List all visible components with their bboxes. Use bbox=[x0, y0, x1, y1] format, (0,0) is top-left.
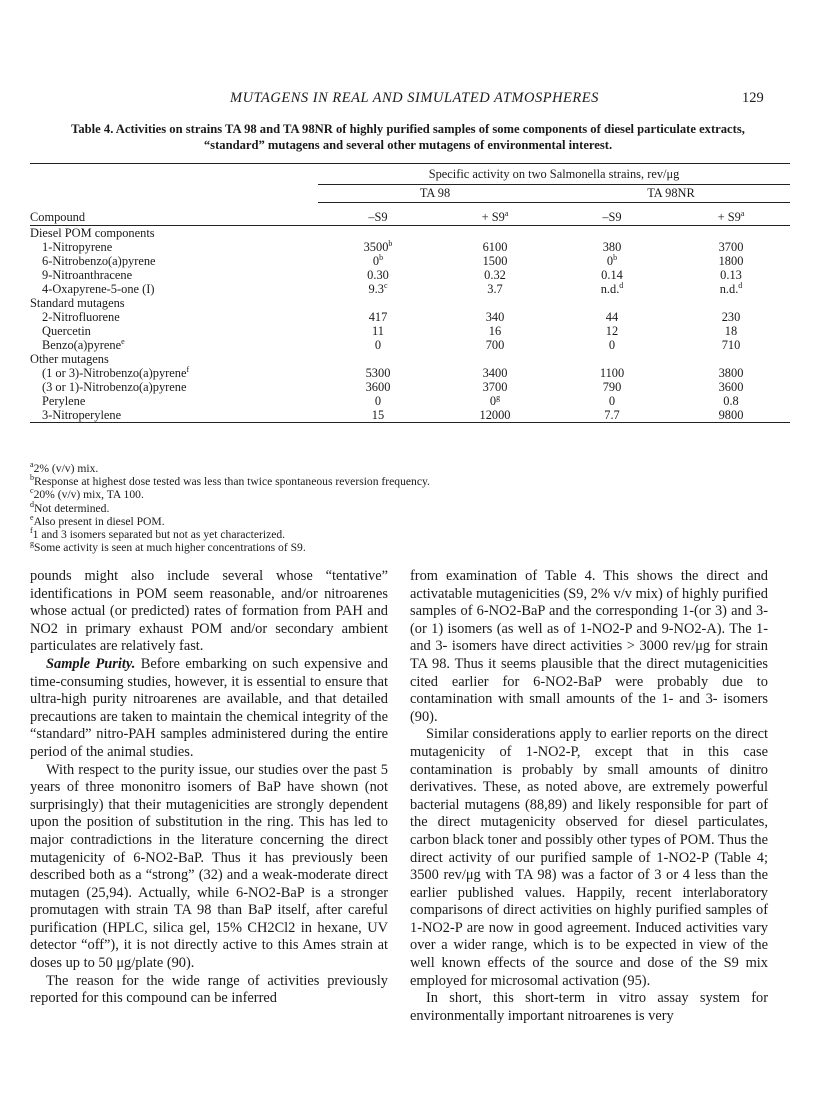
paragraph: With respect to the purity issue, our studies over the past 5 years of three mononitro isomers of BaP have shown (not surprisingly) that their mutagenicities are strongly dependent upon the position of substitution in the ring. This has led to major contradictions in the literature concerning the direct mutagenicity of 6-NO2-BaP. Thus it has previously been described both as a “strong” (32) and a weak-moderate direct mutagen (25,94). Actually, while 6-NO2-BaP is a stronger promutagen with strain TA 98 than BaP itself, after careful purification (HPLC, silica gel, 15% CH2Cl2 in hexane, UV detector “off”), it is not directly active to this Ames strain at doses up to 50 μg/plate (90). bbox=[30, 761, 388, 972]
value-cell: 3400 bbox=[482, 366, 508, 380]
value-cell: 18 bbox=[724, 324, 738, 338]
value-cell: 3500$^b$ bbox=[363, 238, 393, 254]
col-plus-s9: + $S9^a$ bbox=[717, 208, 745, 224]
value-cell: 0$^g$ bbox=[489, 392, 501, 408]
value-cell: 1800 bbox=[718, 254, 744, 268]
compound-name: 9-Nitroanthracene bbox=[42, 268, 133, 282]
value-cell: n.d.$^d$ bbox=[719, 280, 743, 296]
value-cell: 12000 bbox=[479, 408, 511, 422]
table-row bbox=[30, 268, 790, 282]
table-group-row bbox=[30, 226, 790, 241]
paragraph: from examination of Table 4. This shows the direct and activatable mutagenicities (S9, 2% v/v mix) of highly purified samples of 6-NO2-BaP and the corresponding 1-(or 3) and 3-(or 1) isomers (as well as of 1-NO2-P and 9-NO2-A). The 1- and 3- isomers have direct activities > 3000 rev/μg for strain TA 98. Thus it seems plausible that the direct mutagenicities cited earlier for 6-NO2-BaP were probably due to contamination with small amounts of the 1- and 3- isomers (90). bbox=[410, 568, 768, 725]
value-cell: 1100 bbox=[599, 366, 625, 380]
footnote: $^a$2% (v/v) mix. bbox=[30, 460, 99, 475]
strain-header-ta98nr: TA 98NR bbox=[552, 185, 790, 203]
value-cell: n.d.$^d$ bbox=[600, 280, 624, 296]
col-minus-s9: –S9 bbox=[602, 210, 622, 224]
value-cell: 0.13 bbox=[720, 268, 742, 282]
group-label: Other mutagens bbox=[30, 352, 109, 366]
value-cell: 340 bbox=[485, 310, 505, 324]
caption-line-2: “standard” mutagens and several other mutagens of environmental interest. bbox=[203, 138, 613, 152]
compound-name: (1 or 3)-Nitrobenzo(a)pyrene$^f$ bbox=[42, 364, 190, 380]
value-cell: 15 bbox=[371, 408, 385, 422]
footnote: $^d$Not determined. bbox=[30, 499, 110, 515]
table-row bbox=[30, 310, 790, 324]
compound-name: Benzo(a)pyrene$^e$ bbox=[42, 336, 125, 352]
run-in-heading: Sample Purity. bbox=[46, 655, 136, 672]
table-row bbox=[30, 380, 790, 394]
page-number: 129 bbox=[742, 90, 764, 106]
value-cell: 3600 bbox=[365, 380, 391, 394]
compound-name: 6-Nitrobenzo(a)pyrene bbox=[42, 254, 156, 268]
value-cell: 0 bbox=[374, 338, 382, 352]
table-body bbox=[30, 226, 790, 423]
value-cell: 7.7 bbox=[604, 408, 620, 422]
value-cell: 0 bbox=[608, 338, 616, 352]
body-column-left bbox=[30, 568, 388, 1008]
value-cell: 230 bbox=[721, 310, 741, 324]
body-column-right bbox=[410, 568, 768, 1025]
paragraph: pounds might also include several whose “tentative” identifications in POM seem reasonable, and/or nitroarenes whose actual (or predicted) rates of formation from PAH and NO2 in primary exhaust POM and/or secondary ambient particulates are relatively fast. bbox=[30, 568, 388, 655]
value-cell: 6100 bbox=[482, 240, 508, 254]
value-cell: 790 bbox=[602, 380, 622, 394]
compound-name: (3 or 1)-Nitrobenzo(a)pyrene bbox=[42, 380, 187, 394]
strain-header-ta98: TA 98 bbox=[318, 185, 552, 203]
compound-name: 4-Oxapyrene-5-one (I) bbox=[42, 282, 155, 296]
value-cell: 0.30 bbox=[367, 268, 389, 282]
paragraph-sample-purity: Sample Purity. Before embarking on such expensive and time-consuming studies, however, it is essential to ensure that ultra-high purity nitroarenes are available, and that detailed precautions are taken to maintain the chemical integrity of the “standard” nitro-PAH samples administered during the entire period of the animal studies. bbox=[30, 655, 388, 760]
value-cell: 0$^b$ bbox=[372, 252, 384, 268]
value-cell: 380 bbox=[602, 240, 622, 254]
value-cell: 710 bbox=[721, 338, 741, 352]
compound-name: 2-Nitrofluorene bbox=[42, 310, 120, 324]
footnote: $^f$1 and 3 isomers separated but not as yet characterized. bbox=[30, 526, 286, 542]
value-cell: 0.8 bbox=[723, 394, 739, 408]
paragraph: The reason for the wide range of activities previously reported for this compound can be inferred bbox=[30, 972, 388, 1007]
value-cell: 3600 bbox=[718, 380, 744, 394]
value-cell: 3800 bbox=[718, 366, 744, 380]
compound-name: 1-Nitropyrene bbox=[42, 240, 113, 254]
table-row bbox=[30, 240, 790, 254]
group-label: Diesel POM components bbox=[30, 226, 155, 240]
table-row bbox=[30, 338, 790, 352]
table-row bbox=[30, 408, 790, 423]
compound-header: Compound bbox=[30, 210, 86, 224]
table-group-row bbox=[30, 352, 790, 366]
paragraph: In short, this short-term in vitro assay system for environmentally important nitroarenes is very bbox=[410, 990, 768, 1024]
table-row bbox=[30, 254, 790, 268]
value-cell: 3700 bbox=[718, 240, 744, 254]
value-cell: 0 bbox=[608, 394, 616, 408]
value-cell: 0 bbox=[374, 394, 382, 408]
span-header: Specific activity on two Salmonella strains, rev/μg bbox=[318, 164, 790, 185]
paragraph: Similar considerations apply to earlier reports on the direct mutagenicity of 1-NO2-P, except that in this case contamination is probably by small amounts of dinitro derivatives. These, as noted above, are extremely powerful bacterial mutagens (88,89) and likely responsible for part of the direct mutagenicity observed for diesel particulates, carbon black toner and possibly other types of POM. Thus the direct activity of our purified sample of 1-NO2-P (Table 4; 3500 rev/μg with TA 98) was a factor of 3 or 4 less than the earlier published values. Happily, recent interlaboratory comparisons of direct activities on highly purified samples of 1-NO2-P are now in good agreement. Induced activities vary over a wider range, which is to be expected in view of the well known effects of the source and dose of the S9 mix employed for microsomal activation (95). bbox=[410, 726, 768, 989]
group-label: Standard mutagens bbox=[30, 296, 125, 310]
value-cell: 11 bbox=[372, 324, 384, 338]
value-cell: 0.14 bbox=[601, 268, 623, 282]
caption-line-1: Table 4. Activities on strains TA 98 and TA 98NR of highly purified samples of some components of diesel particulate extracts, bbox=[71, 122, 745, 136]
table-row bbox=[30, 324, 790, 338]
table-row bbox=[30, 394, 790, 408]
compound-name: 3-Nitroperylene bbox=[42, 408, 122, 422]
table-footnotes bbox=[30, 462, 430, 554]
footnote: $^b$Response at highest dose tested was less than twice spontaneous reversion frequency. bbox=[30, 473, 430, 489]
footnote: $^e$Also present in diesel POM. bbox=[30, 512, 165, 528]
footnote: $^c$20% (v/v) mix, TA 100. bbox=[30, 486, 144, 502]
value-cell: 0$^b$ bbox=[606, 252, 618, 268]
value-cell: 9800 bbox=[718, 408, 744, 422]
table-group-row bbox=[30, 296, 790, 310]
value-cell: 417 bbox=[368, 310, 388, 324]
value-cell: 0.32 bbox=[484, 268, 506, 282]
value-cell: 12 bbox=[605, 324, 619, 338]
table-row bbox=[30, 282, 790, 296]
value-cell: 9.3$^c$ bbox=[368, 280, 388, 296]
col-minus-s9: –S9 bbox=[368, 210, 388, 224]
value-cell: 700 bbox=[485, 338, 505, 352]
value-cell: 16 bbox=[488, 324, 502, 338]
value-cell: 44 bbox=[605, 310, 619, 324]
value-cell: 3700 bbox=[482, 380, 508, 394]
compound-name: Quercetin bbox=[42, 324, 91, 338]
col-plus-s9: + $S9^a$ bbox=[481, 208, 509, 224]
value-cell: 5300 bbox=[365, 366, 391, 380]
value-cell: 1500 bbox=[482, 254, 508, 268]
table-row bbox=[30, 366, 790, 380]
compound-name: Perylene bbox=[42, 394, 86, 408]
table-caption bbox=[30, 121, 786, 153]
running-head: MUTAGENS IN REAL AND SIMULATED ATMOSPHERES bbox=[230, 90, 599, 106]
activity-table bbox=[30, 163, 790, 423]
value-cell: 3.7 bbox=[487, 282, 503, 296]
footnote: $^g$Some activity is seen at much higher concentrations of S9. bbox=[30, 539, 306, 555]
